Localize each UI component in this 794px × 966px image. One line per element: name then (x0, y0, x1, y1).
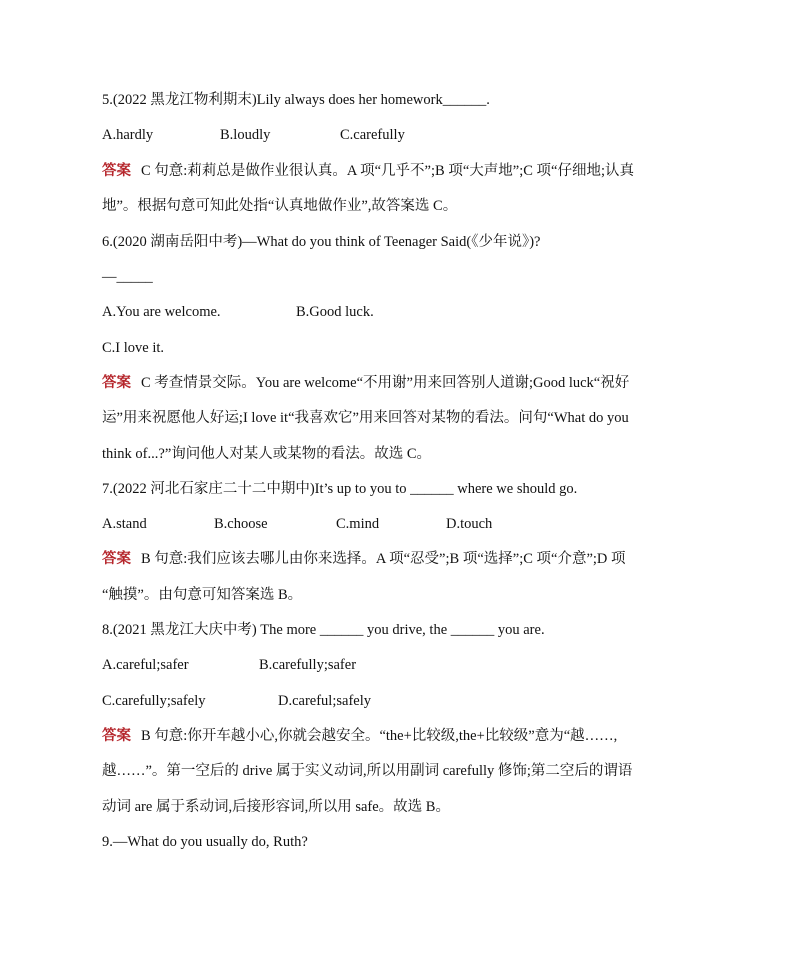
q7-option-a: A.stand (102, 516, 147, 532)
q6-answer-line-3: think of...?”询问他人对某人或某物的看法。故选 C。 (102, 446, 432, 462)
q6-answer-line-2: 运”用来祝愿他人好运;I love it“我喜欢它”用来回答对某物的看法。问句“What do you (102, 410, 629, 426)
question-6-stem: 6.(2020 湖南岳阳中考)—What do you think of Teenager Said(《少年说》)? (102, 234, 541, 250)
q6-response-blank: —_____ (102, 269, 153, 285)
question-8-stem: 8.(2021 黑龙江大庆中考) The more ______ you drive, the ______ you are. (102, 622, 545, 638)
q8-answer-text-1: B 句意:你开车越小心,你就会越安全。“the+比较级,the+比较级”意为“越……, (141, 728, 618, 744)
answer-label: 答案 (102, 375, 131, 391)
q6-answer-text-1: C 考查情景交际。You are welcome“不用谢”用来回答别人道谢;Good luck“祝好 (141, 375, 630, 391)
q8-option-c: C.carefully;safely (102, 693, 206, 709)
q7-answer-text-1: B 句意:我们应该去哪儿由你来选择。A 项“忍受”;B 项“选择”;C 项“介意”;D 项 (141, 551, 626, 567)
question-7-stem: 7.(2022 河北石家庄二十二中期中)It’s up to you to ______ where we should go. (102, 481, 578, 497)
answer-label: 答案 (102, 728, 131, 744)
question-5-stem: 5.(2022 黑龙江物利期末)Lily always does her homework______. (102, 92, 490, 108)
q5-option-c: C.carefully (340, 127, 405, 143)
q6-answer-line-1 (102, 373, 629, 393)
answer-label: 答案 (102, 163, 131, 179)
q8-answer-line-3: 动词 are 属于系动词,后接形容词,所以用 safe。故选 B。 (102, 799, 450, 815)
q7-answer-line-2: “触摸”。由句意可知答案选 B。 (102, 587, 303, 603)
q5-option-a: A.hardly (102, 127, 154, 143)
q6-option-b: B.Good luck. (296, 304, 374, 320)
q5-answer-line-2: 地”。根据句意可知此处指“认真地做作业”,故答案选 C。 (102, 198, 458, 214)
q5-answer-line-1 (102, 161, 634, 181)
q6-option-c: C.I love it. (102, 340, 165, 356)
q8-option-a: A.careful;safer (102, 657, 189, 673)
q6-option-a: A.You are welcome. (102, 304, 221, 320)
answer-label: 答案 (102, 551, 131, 567)
q8-option-d: D.careful;safely (278, 693, 371, 709)
q8-answer-line-1 (102, 726, 617, 746)
q5-option-b: B.loudly (220, 127, 271, 143)
q8-option-b: B.carefully;safer (259, 657, 357, 673)
question-9-stem: 9.—What do you usually do, Ruth? (102, 834, 308, 850)
q7-answer-line-1 (102, 549, 626, 569)
q8-answer-line-2: 越……”。第一空后的 drive 属于实义动词,所以用副词 carefully 修饰;第二空后的谓语 (102, 763, 633, 779)
q7-option-b: B.choose (214, 516, 268, 532)
q7-option-d: D.touch (446, 516, 493, 532)
q7-option-c: C.mind (336, 516, 380, 532)
q5-answer-text-1: C 句意:莉莉总是做作业很认真。A 项“几乎不”;B 项“大声地”;C 项“仔细地;认真 (141, 163, 634, 179)
